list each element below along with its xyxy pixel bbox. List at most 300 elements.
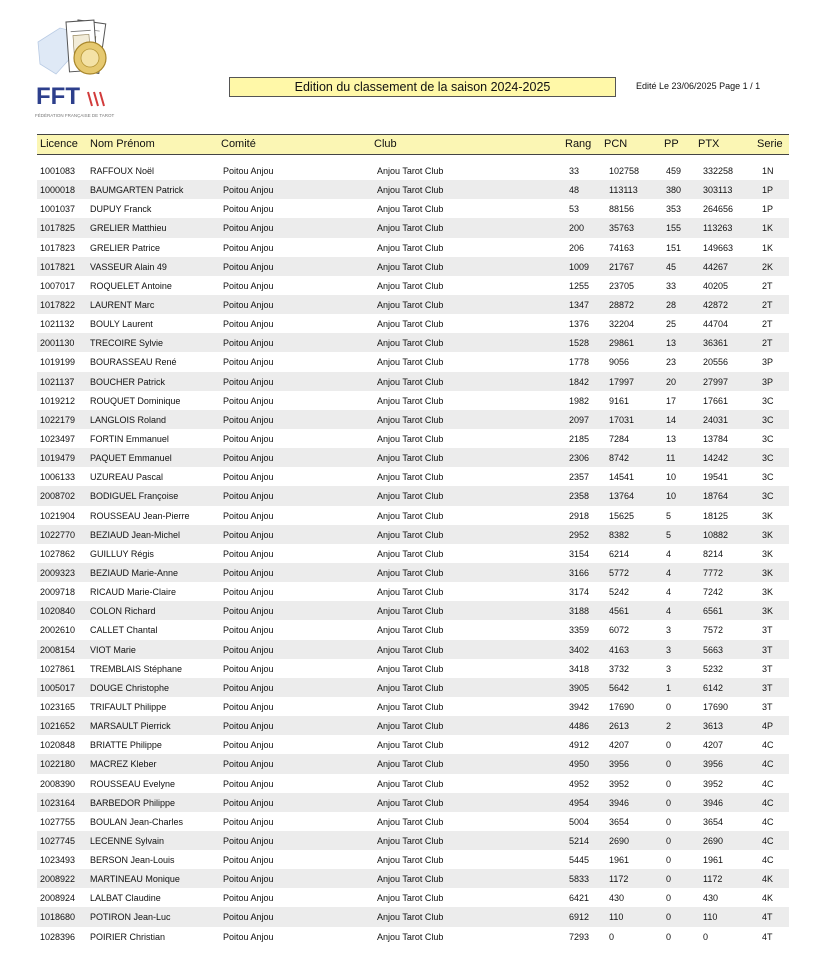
cell-serie: 3C [762,395,774,406]
cell-rang: 1842 [569,376,590,387]
cell-nom: BOULAN Jean-Charles [90,816,184,827]
cell-club: Anjou Tarot Club [377,701,444,712]
cell-nom: FORTIN Emmanuel [90,433,169,444]
cell-pcn: 6214 [609,548,630,559]
cell-pcn: 15625 [609,510,635,521]
col-serie: Serie [757,138,783,150]
cell-comite: Poitou Anjou [223,299,274,310]
cell-licence: 1027755 [40,816,76,827]
cell-club: Anjou Tarot Club [377,433,444,444]
cell-nom: DOUGE Christophe [90,682,170,693]
cell-nom: RAFFOUX Noël [90,166,155,176]
cell-serie: 3T [762,625,773,636]
cell-serie: 1K [762,242,774,253]
cell-rang: 4952 [569,778,590,789]
table-row [37,352,789,371]
cell-rang: 1009 [569,261,590,272]
cell-rang: 1528 [569,338,590,349]
table-row [37,754,789,773]
cell-serie: 1P [762,204,774,215]
cell-club: Anjou Tarot Club [377,395,444,406]
table-row [37,544,789,563]
cell-club: Anjou Tarot Club [377,166,444,176]
cell-nom: BEZIAUD Marie-Anne [90,567,179,578]
cell-rang: 2952 [569,529,590,540]
cell-rang: 7293 [569,931,590,942]
cell-rang: 3905 [569,682,590,693]
cell-pp: 155 [666,223,682,234]
cell-club: Anjou Tarot Club [377,510,444,521]
cell-comite: Poitou Anjou [223,797,274,808]
cell-nom: ROQUELET Antoine [90,280,172,291]
cell-serie: 4C [762,835,774,846]
cell-pp: 0 [666,874,672,885]
col-club: Club [374,138,397,150]
cell-pcn: 17997 [609,376,635,387]
cell-pcn: 5772 [609,567,630,578]
cell-licence: 2001130 [40,338,75,349]
cell-club: Anjou Tarot Club [377,299,444,310]
cell-licence: 1005017 [40,682,76,693]
cell-pcn: 17690 [609,701,635,712]
cell-licence: 1028396 [40,931,76,942]
cell-pp: 0 [666,759,672,770]
cell-ptx: 5232 [703,663,724,674]
cell-nom: BAUMGARTEN Patrick [90,185,184,196]
cell-serie: 3C [762,491,774,502]
cell-ptx: 3613 [703,721,724,732]
cell-serie: 4K [762,874,774,885]
table-row [37,314,789,333]
cell-comite: Poitou Anjou [223,644,274,655]
cell-licence: 1019199 [40,357,76,368]
cell-nom: ROUSSEAU Evelyne [90,778,176,789]
cell-pp: 17 [666,395,677,406]
cell-pp: 0 [666,701,672,712]
cell-licence: 1023164 [40,797,76,808]
cell-licence: 1017822 [40,299,76,310]
cell-ptx: 264656 [703,204,734,215]
cell-club: Anjou Tarot Club [377,548,444,559]
cell-comite: Poitou Anjou [223,491,274,502]
cell-licence: 1006133 [40,472,76,483]
cell-pcn: 3946 [609,797,630,808]
cell-ptx: 2690 [703,835,724,846]
cell-club: Anjou Tarot Club [377,816,444,827]
logo-letters: FFT [36,83,80,110]
cell-ptx: 10882 [703,529,729,540]
cell-pcn: 2613 [609,721,630,732]
cell-club: Anjou Tarot Club [377,587,444,598]
cell-ptx: 1961 [703,855,724,866]
cell-club: Anjou Tarot Club [377,931,444,942]
cell-licence: 1000018 [40,185,76,196]
cell-serie: 1P [762,185,774,196]
cell-nom: VIOT Marie [90,644,136,655]
cell-club: Anjou Tarot Club [377,261,444,272]
cell-pcn: 1172 [609,874,629,885]
col-pcn: PCN [604,138,628,150]
cell-licence: 1019212 [40,395,76,406]
col-rang: Rang [565,138,592,150]
cell-nom: TRECOIRE Sylvie [90,338,164,349]
cell-pcn: 8742 [609,453,630,464]
cell-licence: 1023493 [40,855,76,866]
cell-serie: 3T [762,663,773,674]
cell-licence: 1007017 [40,280,76,291]
table-row [37,467,789,486]
cell-licence: 1021132 [40,319,75,330]
table-row [37,907,789,926]
cell-rang: 6912 [569,912,590,923]
cell-pcn: 9056 [609,357,630,368]
cell-rang: 4912 [569,740,590,751]
cell-comite: Poitou Anjou [223,414,274,425]
cell-club: Anjou Tarot Club [377,357,444,368]
cell-comite: Poitou Anjou [223,682,274,693]
cell-comite: Poitou Anjou [223,242,274,253]
cell-serie: 2T [762,280,773,291]
cell-rang: 33 [569,166,580,176]
cell-serie: 4C [762,778,774,789]
cell-comite: Poitou Anjou [223,357,274,368]
cell-pcn: 74163 [609,242,635,253]
cell-pp: 28 [666,299,677,310]
cell-ptx: 7772 [703,567,724,578]
cell-comite: Poitou Anjou [223,261,274,272]
cell-rang: 6421 [569,893,590,904]
cell-rang: 3942 [569,701,590,712]
col-nom: Nom Prénom [90,138,155,150]
cell-pcn: 13764 [609,491,635,502]
cell-serie: 3T [762,701,773,712]
table-row [37,448,789,467]
col-licence: Licence [40,138,78,150]
cell-club: Anjou Tarot Club [377,338,444,349]
cell-serie: 2T [762,338,773,349]
cell-licence: 2008702 [40,491,76,502]
cell-club: Anjou Tarot Club [377,606,444,617]
table-row [37,161,789,180]
cell-ptx: 5663 [703,644,724,655]
cell-club: Anjou Tarot Club [377,721,444,732]
cell-pcn: 88156 [609,204,635,215]
cell-ptx: 44267 [703,261,729,272]
cell-club: Anjou Tarot Club [377,740,444,751]
cell-nom: TRIFAULT Philippe [90,701,167,712]
table-row [37,831,789,850]
cell-comite: Poitou Anjou [223,855,274,866]
cell-comite: Poitou Anjou [223,759,274,770]
cell-ptx: 3946 [703,797,724,808]
cell-ptx: 40205 [703,280,729,291]
cell-pcn: 21767 [609,261,635,272]
cell-ptx: 13784 [703,433,729,444]
cell-rang: 206 [569,242,585,253]
logo-caption: FÉDÉRATION FRANÇAISE DE TAROT [35,113,115,118]
cell-ptx: 36361 [703,338,729,349]
cell-rang: 3359 [569,625,590,636]
table-row [37,659,789,678]
cell-club: Anjou Tarot Club [377,759,444,770]
table-row [37,812,789,831]
cell-serie: 3P [762,357,774,368]
cell-club: Anjou Tarot Club [377,491,444,502]
cell-comite: Poitou Anjou [223,740,274,751]
cell-ptx: 4207 [703,740,724,751]
cell-club: Anjou Tarot Club [377,319,444,330]
cell-nom: GRELIER Matthieu [90,223,167,234]
cell-serie: 3C [762,453,774,464]
col-comite: Comité [221,138,256,150]
col-ptx: PTX [698,138,720,150]
cell-licence: 1001037 [40,204,76,215]
cell-ptx: 7572 [703,625,724,636]
table-row [37,525,789,544]
table-row [37,774,789,793]
cell-ptx: 8214 [703,548,724,559]
ranking-table [37,134,789,946]
cell-pcn: 430 [609,893,625,904]
cell-pcn: 0 [609,931,615,942]
cell-pcn: 3654 [609,816,630,827]
cell-comite: Poitou Anjou [223,433,274,444]
cell-ptx: 6561 [703,606,724,617]
cell-licence: 2009323 [40,567,76,578]
cell-ptx: 42872 [703,299,729,310]
cell-comite: Poitou Anjou [223,223,274,234]
cell-nom: LALBAT Claudine [90,893,161,904]
cell-nom: BODIGUEL Françoise [90,491,179,502]
cell-serie: 4K [762,893,774,904]
table-row [37,486,789,505]
cell-ptx: 149663 [703,242,734,253]
cell-serie: 4T [762,931,773,942]
cell-pp: 10 [666,491,677,502]
cell-pcn: 8382 [609,529,630,540]
cell-pp: 25 [666,319,677,330]
table-row [37,888,789,907]
cell-nom: RICAUD Marie-Claire [90,587,177,598]
cell-pcn: 113113 [609,185,638,196]
table-row [37,697,789,716]
cell-nom: BARBEDOR Philippe [90,797,176,808]
table-row [37,372,789,391]
page-title: Edition du classement de la saison 2024-2025 [229,77,616,97]
cell-licence: 2008390 [40,778,76,789]
cell-nom: COLON Richard [90,606,156,617]
table-row [37,793,789,812]
cell-comite: Poitou Anjou [223,701,274,712]
cell-nom: POIRIER Christian [90,931,166,942]
cell-pp: 45 [666,261,677,272]
cell-pp: 459 [666,166,682,176]
cell-licence: 1022770 [40,529,76,540]
cell-licence: 1022180 [40,759,76,770]
table-row [37,180,789,199]
cell-comite: Poitou Anjou [223,931,274,942]
cell-ptx: 0 [703,931,709,942]
cell-pp: 3 [666,625,672,636]
cell-licence: 1019479 [40,453,76,464]
cell-pp: 353 [666,204,682,215]
cell-pp: 23 [666,357,677,368]
cell-comite: Poitou Anjou [223,606,274,617]
cell-comite: Poitou Anjou [223,280,274,291]
cell-comite: Poitou Anjou [223,625,274,636]
cell-club: Anjou Tarot Club [377,778,444,789]
cell-nom: BOUCHER Patrick [90,376,166,387]
cell-rang: 3174 [569,587,590,598]
cell-club: Anjou Tarot Club [377,644,444,655]
cell-pp: 20 [666,376,677,387]
cell-pcn: 5642 [609,682,630,693]
cell-rang: 2357 [569,472,590,483]
table-row [37,218,789,237]
cell-serie: 3C [762,472,774,483]
cell-club: Anjou Tarot Club [377,453,444,464]
cell-nom: BOURASSEAU René [90,357,177,368]
table-row [37,410,789,429]
cell-comite: Poitou Anjou [223,587,274,598]
cell-pcn: 29861 [609,338,635,349]
cell-nom: BEZIAUD Jean-Michel [90,529,181,540]
cell-pp: 10 [666,472,677,483]
cell-pp: 0 [666,816,672,827]
cell-pp: 3 [666,644,672,655]
cell-pp: 5 [666,529,672,540]
cell-serie: 3K [762,606,774,617]
table-body [37,161,789,946]
cell-ptx: 3952 [703,778,724,789]
cell-ptx: 3654 [703,816,724,827]
cell-rang: 5833 [569,874,590,885]
cell-ptx: 332258 [703,166,734,176]
cell-nom: POTIRON Jean-Luc [90,912,171,923]
cell-licence: 1018680 [40,912,76,923]
cell-club: Anjou Tarot Club [377,280,444,291]
cell-nom: LECENNE Sylvain [90,835,165,846]
cell-comite: Poitou Anjou [223,663,274,674]
cell-rang: 1778 [569,357,590,368]
cell-pp: 0 [666,797,672,808]
cell-ptx: 303113 [703,185,733,196]
cell-serie: 4C [762,759,774,770]
cell-nom: GUILLUY Régis [90,548,154,559]
cell-comite: Poitou Anjou [223,529,274,540]
cell-ptx: 20556 [703,357,729,368]
cell-nom: MARSAULT Pierrick [90,721,171,732]
cell-club: Anjou Tarot Club [377,204,444,215]
table-row [37,927,789,946]
cell-serie: 3K [762,567,774,578]
cell-pp: 380 [666,185,682,196]
cell-rang: 2097 [569,414,590,425]
cell-licence: 1017821 [40,261,76,272]
cell-nom: MACREZ Kleber [90,759,157,770]
cell-nom: LANGLOIS Roland [90,414,167,425]
cell-ptx: 18764 [703,491,729,502]
cell-licence: 1020848 [40,740,76,751]
cell-ptx: 44704 [703,319,729,330]
cell-nom: GRELIER Patrice [90,242,161,253]
cell-pp: 11 [666,453,676,464]
cell-pp: 0 [666,912,672,923]
cell-comite: Poitou Anjou [223,376,274,387]
cell-comite: Poitou Anjou [223,204,274,215]
cell-rang: 4954 [569,797,590,808]
cell-rang: 3166 [569,567,590,578]
cell-serie: 4C [762,740,774,751]
cell-pcn: 4207 [609,740,630,751]
cell-pp: 0 [666,931,672,942]
table-row [37,429,789,448]
cell-nom: ROUQUET Dominique [90,395,181,406]
table-header [37,134,789,155]
cell-licence: 2008922 [40,874,76,885]
cell-nom: TREMBLAIS Stéphane [90,663,183,674]
cell-rang: 200 [569,223,585,234]
cell-ptx: 430 [703,893,719,904]
cell-serie: 2T [762,299,773,310]
cell-pcn: 7284 [609,433,630,444]
cell-licence: 1027861 [40,663,76,674]
table-row [37,850,789,869]
cell-comite: Poitou Anjou [223,548,274,559]
cell-licence: 1020840 [40,606,76,617]
cell-licence: 1017825 [40,223,76,234]
cell-comite: Poitou Anjou [223,893,274,904]
cell-serie: 3P [762,376,774,387]
cell-comite: Poitou Anjou [223,185,274,196]
cell-serie: 3K [762,548,774,559]
cell-pp: 0 [666,893,672,904]
cell-comite: Poitou Anjou [223,912,274,923]
cell-comite: Poitou Anjou [223,721,274,732]
cell-serie: 1N [762,166,774,176]
cell-licence: 1017823 [40,242,76,253]
cell-comite: Poitou Anjou [223,319,274,330]
cell-club: Anjou Tarot Club [377,529,444,540]
cell-licence: 2002610 [40,625,76,636]
cell-nom: DUPUY Franck [90,204,152,215]
cell-pcn: 102758 [609,166,640,176]
cell-club: Anjou Tarot Club [377,835,444,846]
cell-ptx: 17690 [703,701,729,712]
cell-serie: 3T [762,644,773,655]
cell-ptx: 27997 [703,376,729,387]
cell-pcn: 5242 [609,587,630,598]
table-row [37,678,789,697]
cell-serie: 4C [762,797,774,808]
cell-pcn: 23705 [609,280,635,291]
cell-club: Anjou Tarot Club [377,567,444,578]
cell-pp: 0 [666,855,672,866]
cell-comite: Poitou Anjou [223,778,274,789]
edition-info: Edité Le 23/06/2025 Page 1 / 1 [636,81,761,91]
cell-nom: VASSEUR Alain 49 [90,261,167,272]
cell-ptx: 14242 [703,453,729,464]
cell-club: Anjou Tarot Club [377,414,444,425]
cell-pp: 151 [666,242,682,253]
cell-club: Anjou Tarot Club [377,682,444,693]
cell-ptx: 3956 [703,759,724,770]
cell-serie: 3K [762,587,774,598]
cell-club: Anjou Tarot Club [377,625,444,636]
cell-club: Anjou Tarot Club [377,223,444,234]
cell-pp: 0 [666,778,672,789]
cell-licence: 1023165 [40,701,76,712]
